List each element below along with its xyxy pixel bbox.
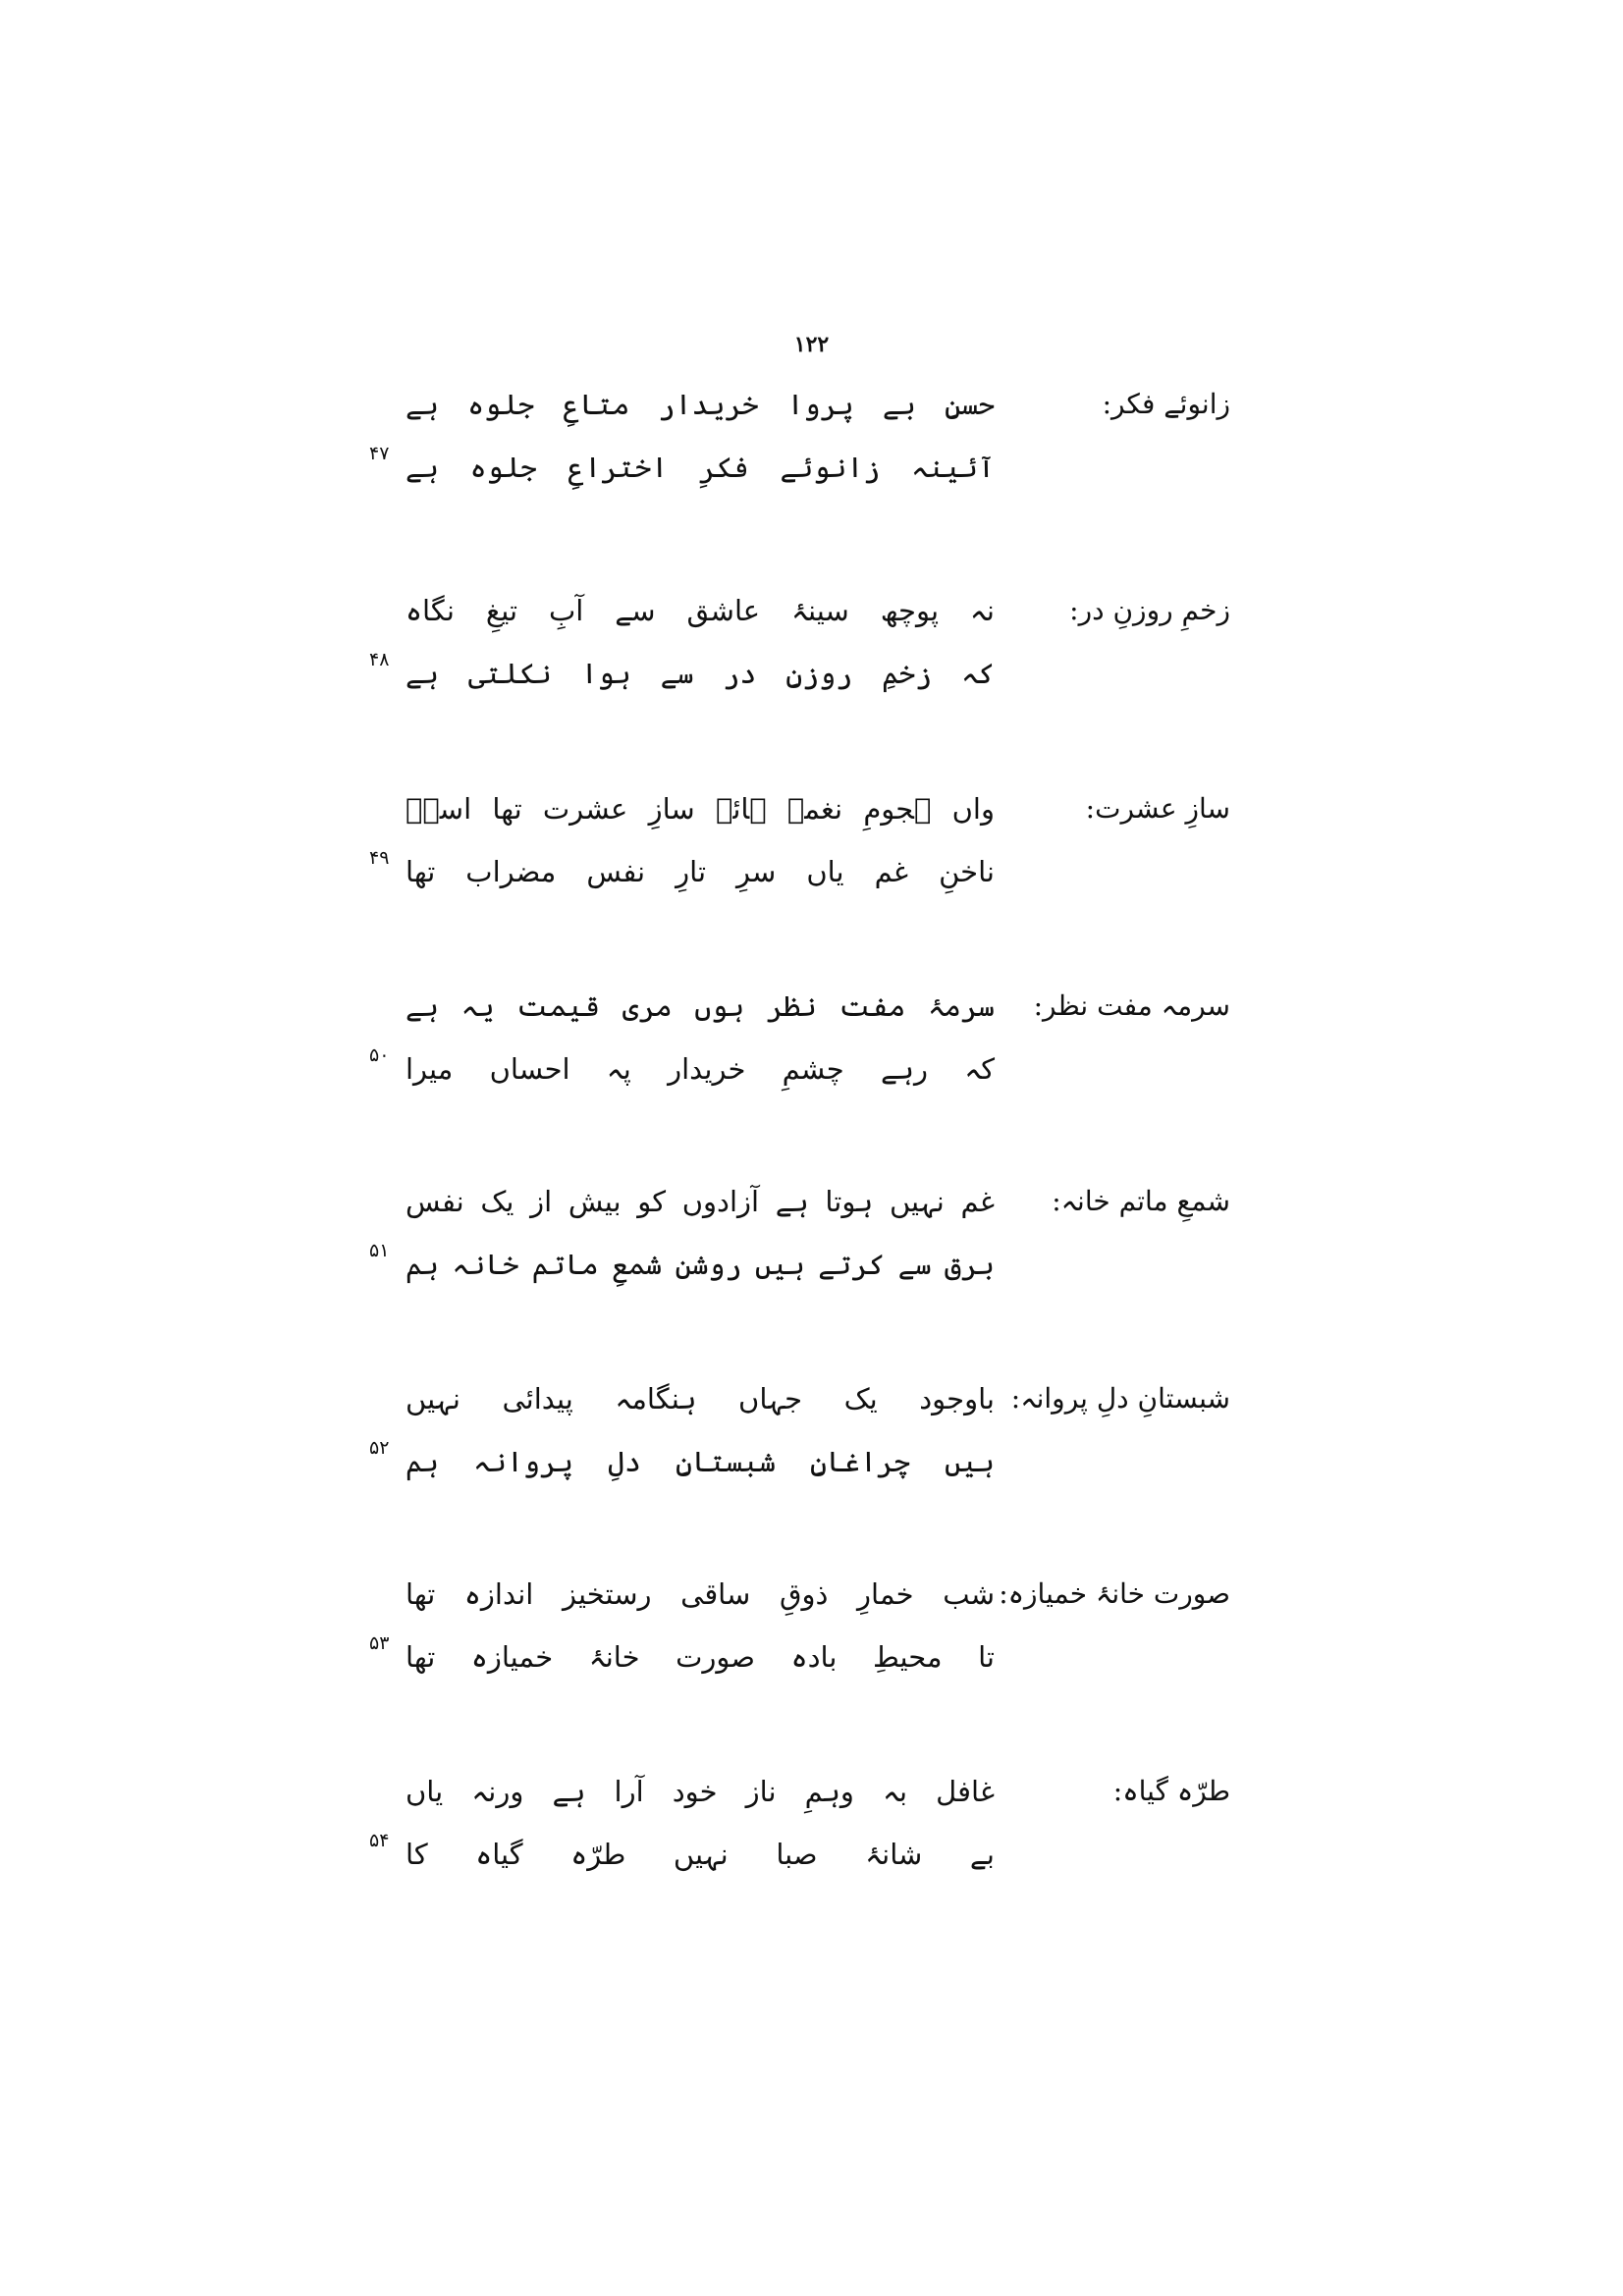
note-number: ۵۴: [369, 1830, 390, 1851]
note-number: ۵۲: [369, 1437, 390, 1459]
note-number: ۴۸: [369, 649, 390, 670]
glossary-entry: [0, 792, 1623, 939]
page-number: ۱۲۲: [793, 332, 830, 357]
verse-line-2: برق سے کرتے ہیں روشن شمعِ ماتم خانہ ہم: [406, 1248, 995, 1281]
entry-term: سازِ عشرت:: [1085, 792, 1230, 825]
verse-line-2: کہ زخمِ روزنِ در سے ہوا نکلتی ہے: [406, 657, 995, 690]
entry-term: زخمِ روزنِ در:: [1069, 594, 1230, 626]
verse-line-2: آئینہ زانوئے فکرِ اختراعِ جلوہ ہے: [406, 451, 995, 484]
verse-line-1: سرمۂ مفت نظر ہوں مری قیمت یہ ہے: [406, 989, 995, 1023]
verse-line-1: نہ پوچھ سینۂ عاشق سے آبِ تیغِ نگاہ: [406, 594, 995, 627]
verse-line-2: ہیں چراغانِ شبستانِ دلِ پروانہ ہم: [406, 1445, 995, 1478]
glossary-entry: [0, 1185, 1623, 1332]
verse-line-1: شب خمارِ ذوقِ ساقی رستخیز اندازہ تھا: [406, 1577, 995, 1611]
entry-term: شمعِ ماتم خانہ:: [1052, 1185, 1230, 1217]
entry-term: سرمہ مفت نظر:: [1033, 989, 1230, 1022]
verse-line-2: کہ رہے چشمِ خریدار پہ احساں میرا: [406, 1052, 995, 1086]
glossary-entry: [0, 388, 1623, 535]
entry-term: زانوئے فکر:: [1102, 388, 1230, 420]
glossary-entry: [0, 989, 1623, 1137]
verse-line-1: غم نہیں ہوتا ہے آزادوں کو بیش از یک نفس: [406, 1185, 995, 1218]
note-number: ۵۱: [369, 1240, 390, 1261]
verse-line-2: تا محیطِ بادہ صورت خانۂ خمیازہ تھا: [406, 1640, 995, 1674]
note-number: ۵۰: [369, 1044, 390, 1066]
glossary-entry: [0, 1382, 1623, 1529]
entry-term: صورت خانۂ خمیازہ:: [999, 1577, 1230, 1610]
glossary-entry: [0, 1577, 1623, 1725]
verse-line-1: باوجود یک جہاں ہنگامہ پیدائی نہیں: [406, 1382, 995, 1415]
verse-line-1: حسنِ بے پروا خریدار متاعِ جلوہ ہے: [406, 388, 995, 421]
verse-line-2: ناخنِ غم یاں سرِ تارِ نفس مضراب تھا: [406, 855, 995, 888]
verse-line-1: واں ہجومِ نغمہ ہائے سازِ عشرت تھا اسدؔ: [406, 792, 995, 826]
glossary-entry: [0, 1775, 1623, 1922]
entry-term: طرّہ گیاہ:: [1112, 1775, 1230, 1807]
note-number: ۴۷: [369, 443, 390, 464]
verse-line-2: بے شانۂ صبا نہیں طرّہ گیاہ کا: [406, 1838, 995, 1871]
glossary-entry: [0, 594, 1623, 741]
verse-line-1: غافل بہ وہمِ ناز خود آرا ہے ورنہ یاں: [406, 1775, 995, 1808]
note-number: ۵۳: [369, 1632, 390, 1654]
note-number: ۴۹: [369, 847, 390, 869]
entry-term: شبستانِ دلِ پروانہ:: [1010, 1382, 1230, 1415]
